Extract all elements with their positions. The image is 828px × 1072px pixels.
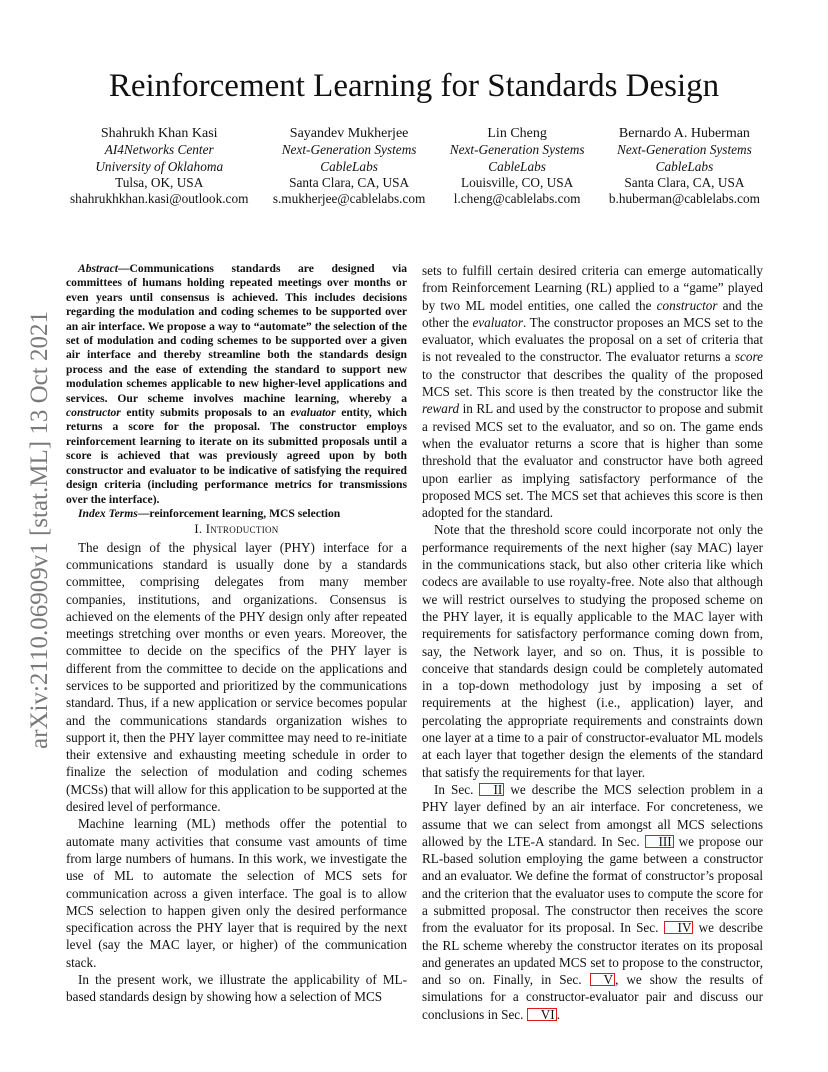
index-terms-text: —reinforcement learning, MCS selection [137,506,341,520]
body-text: in RL and used by the constructor to propose and submit a revised MCS set to the evaluator, and so on. The game ends when the evaluator returns a score that is higher than some threshold that the evaluator and constructor have both agreed upon earlier as implying satisfactory performance of the proposed MCS set. The MCS set that achieves this score is then adopted for the standard. [422,401,763,521]
index-terms-lead: Index Terms [78,506,138,520]
author-location: Louisville, CO, USA [460,174,574,190]
emphasis: score [734,349,763,365]
author-email: shahrukhkhan.kasi@outlook.com [70,191,249,207]
right-paragraph-1 [422,262,763,521]
body-text: . The constructor proposes an MCS set to the evaluator, which evaluates the proposal on a set of criteria that is not revealed to the constructor. The evaluator returns a [422,314,763,365]
section-ref-link[interactable]: III [645,835,674,848]
author-name: Bernardo A. Huberman [618,126,750,141]
author-affiliation: CableLabs [488,158,546,174]
section-ref-link[interactable]: V [590,973,616,986]
abstract-text: Communications standards are designed via committees of humans holding repeated meetings over months or even years until consensus is achieved. This includes decisions regarding the modulation and coding schemes to be supported over an air interface. We propose a way to “automate” the selection of the set of modulation and coding schemes to be supported over a given air interface and thereby streamline both the standards design process and the ease of extending the standard to support new modulation schemes applicable to new higher-level applications and services. Our scheme involves machine learning, whereby a [66,262,407,405]
body-text: In Sec. [434,781,480,797]
right-paragraph-3 [422,781,763,1023]
body-text: . [556,1006,560,1022]
intro-paragraph-1: The design of the physical layer (PHY) interface for a communications standard is usually done by a standards committee, comprising delegates from many member companies, institutions, and organizations. Consensus is achieved on the elements of the PHY design only after repeated meetings stretching over months or even years. Moreover, the committee to decide on the specifics of the PHY layer is different from the committee to decide on the applications and services to be supported and prioritized by the communications standard. Thus, if a new application or service becomes popular and the communications standards organization wishes to support it, then the PHY layer committee may need to re-initiate their extensive and exhausting meeting schedule in order to finalize the selection of modulation and coding schemes (MCSs) that will allow for this application to be supported at the desired level of performance. [66,539,407,815]
author-name: Sayandev Mukherjee [289,126,409,141]
abstract-emphasis: evaluator [290,406,336,420]
section-numeral: I. [194,522,206,537]
author-block [70,126,760,207]
author-4 [609,126,760,207]
left-column [66,262,407,1006]
author-3 [450,126,585,207]
author-affiliation: CableLabs [655,158,714,174]
author-1 [70,126,248,207]
abstract-text: entity submits proposals to an [120,406,291,420]
paper-title: Reinforcement Learning for Standards Design [108,68,720,104]
emphasis: constructor [656,297,718,313]
author-affiliation: Next-Generation Systems [617,142,752,158]
author-email: l.cheng@cablelabs.com [453,191,581,207]
author-affiliation: CableLabs [320,158,378,174]
abstract [66,262,407,507]
arxiv-identifier: arXiv:2110.06909v1 [stat.ML] 13 Oct 2021 [26,311,53,749]
body-text: and the other the [422,297,763,330]
body-text: we describe the MCS selection problem in a PHY layer defined by an air interface. For concreteness, we assume that we can select from amongst all MCS selections allowed by the LTE-A standard. In Sec. [422,781,763,849]
index-terms [66,507,407,521]
abstract-dash: — [117,262,130,275]
author-name: Lin Cheng [487,126,547,141]
body-text: to the constructor that describes the quality of the proposed MCS set. This score is then treated by the constructor like the [422,366,763,400]
author-location: Santa Clara, CA, USA [289,174,410,190]
author-location: Tulsa, OK, USA [115,174,204,190]
emphasis: evaluator [472,314,523,330]
abstract-emphasis: constructor [66,406,121,420]
author-email: b.huberman@cablelabs.com [608,191,760,207]
author-email: s.mukherjee@cablelabs.com [272,191,426,207]
right-column [422,262,763,1023]
right-paragraph-2: Note that the threshold score could incorporate not only the performance requirements of the next higher (say MAC) layer in the communications stack, but also other criteria like which codecs are available to use royalty-free. Note also that although we will restrict ourselves to studying the proposed scheme on the PHY layer, it is equally applicable to the MAC layer with requirements for satisfactory performance coming down from, say, the Network layer, and so on. Thus, it is possible to conceive that standards design could be completely automated in a top-down methodology just by imposing a set of requirements at the highest (i.e., application) layer, and percolating the appropriate requirements and constraints down one layer at a time to a pair of constructor-evaluator ML models at each layer that together design the elements of the standard that satisfy the requirements for that layer. [422,522,763,780]
body-text: we propose our RL-based solution employing the game between a constructor and an evaluator. We define the format of constructor’s proposal and the criterion that the evaluator uses to compute the score for a submitted proposal. The constructor then receives the score from the evaluator for its proposal. In Sec. [422,833,763,936]
emphasis: reward [422,401,460,417]
abstract-lead: Abstract [78,262,118,275]
section-ref-link[interactable]: VI [527,1008,557,1021]
body-text: , we show the results of simulations for a constructor-evaluator pair and discuss our conclusions in Sec. [422,972,763,1022]
author-affiliation: University of Oklahoma [95,158,224,174]
section-ref-link[interactable]: II [479,783,504,796]
section-ref-link[interactable]: IV [664,921,694,934]
arxiv-sidebar [20,290,60,770]
abstract-text: entity, which returns a score for the proposal. The constructor employs reinforcement learning to iterate on its submitted proposals until a score is achieved that was previously agreed upon by both constructor and evaluator to be indicative of satisfying the required design criteria (including performance metrics for transmissions over the interface). [66,406,407,506]
author-2 [273,126,426,207]
author-name: Shahrukh Khan Kasi [100,126,218,141]
section-title: Introduction [205,522,279,537]
section-heading-introduction [66,521,407,538]
author-affiliation: Next-Generation Systems [281,142,417,158]
body-text: we describe the RL scheme whereby the constructor iterates on its proposal and generates an updated MCS set to propose to the constructor, and so on. Finally, in Sec. [422,920,763,988]
author-location: Santa Clara, CA, USA [624,174,745,190]
body-text: sets to fulfill certain desired criteria can emerge automatically from Reinforcement Learning (RL) applied to a “game” played by two ML model entities, one called the [422,263,763,313]
author-affiliation: Next-Generation Systems [449,142,585,158]
intro-paragraph-2: Machine learning (ML) methods offer the potential to automate many activities that consume vast amounts of time from large numbers of humans. In this work, we investigate the use of ML to automate the selection of MCS sets for communication across a given interface. The goal is to allow MCS selection to happen given only the desired performance specification across the PHY layer that is required by the next level (say the MAC layer, or higher) of the communication stack. [66,816,407,970]
intro-paragraph-3: In the present work, we illustrate the applicability of ML-based standards design by showing how a selection of MCS [66,972,407,1005]
author-affiliation: AI4Networks Center [104,142,214,158]
